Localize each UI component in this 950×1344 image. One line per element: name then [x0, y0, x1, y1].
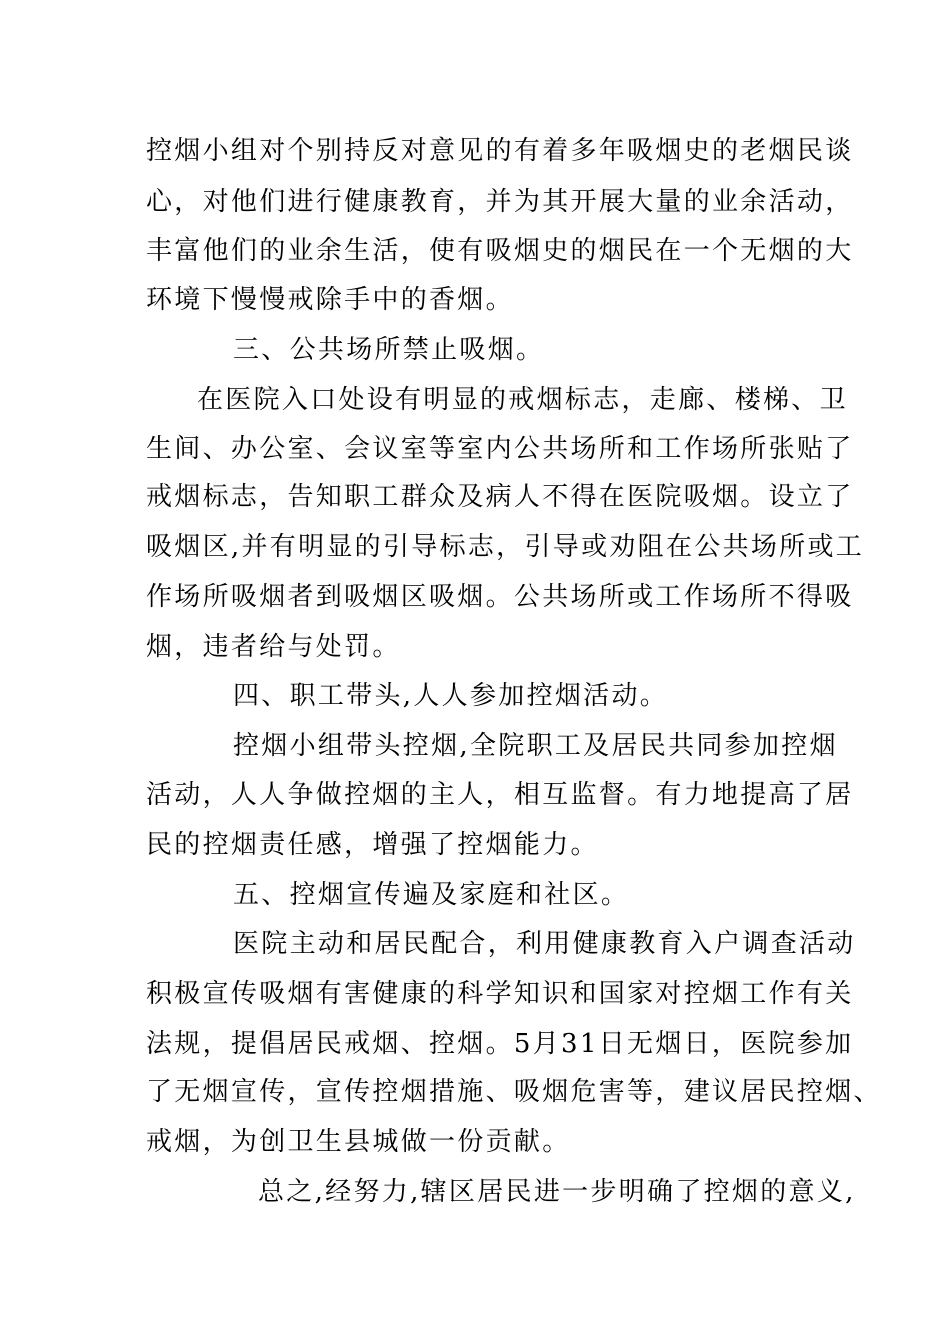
section-heading-3: 三、公共场所禁止吸烟。 [233, 335, 545, 365]
text-line: 民的控烟责任感，增强了控烟能力。 [146, 830, 599, 860]
text-line: 心，对他们进行健康教育，并为其开展大量的业余活动， [146, 187, 854, 217]
text-line: 吸烟区,并有明显的引导标志，引导或劝阻在公共场所或工 [146, 532, 865, 562]
text-line: 积极宣传吸烟有害健康的科学知识和国家对控烟工作有关 [146, 979, 854, 1009]
text-line: 生间、办公室、会议室等室内公共场所和工作场所张贴了 [146, 434, 854, 464]
text-line: 医院主动和居民配合，利用健康教育入户调查活动 [233, 929, 856, 959]
text-line: 戒烟标志，告知职工群众及病人不得在医院吸烟。设立了 [146, 482, 854, 512]
text-line: 在医院入口处设有明显的戒烟标志，走廊、楼梯、卫 [197, 385, 848, 415]
text-line: 戒烟，为创卫生县城做一份贡献。 [146, 1127, 571, 1157]
text-line: 活动，人人争做控烟的主人，相互监督。有力地提高了居 [146, 780, 854, 810]
text-line: 控烟小组对个别持反对意见的有着多年吸烟史的老烟民谈 [146, 136, 854, 166]
section-heading-4: 四、职工带头,人人参加控烟活动。 [233, 681, 669, 711]
text-line: 烟，违者给与处罚。 [146, 632, 401, 662]
text-line: 总之,经努力,辖区居民进一步明确了控烟的意义, [258, 1177, 856, 1207]
text-line: 作场所吸烟者到吸烟区吸烟。公共场所或工作场所不得吸 [146, 582, 854, 612]
text-line: 控烟小组带头控烟,全院职工及居民共同参加控烟 [233, 731, 838, 761]
text-line: 法规，提倡居民戒烟、控烟。5月31日无烟日，医院参加 [146, 1029, 854, 1059]
text-line: 环境下慢慢戒除手中的香烟。 [146, 285, 514, 315]
section-heading-5: 五、控烟宣传遍及家庭和社区。 [233, 880, 630, 910]
text-line: 了无烟宣传，宣传控烟措施、吸烟危害等，建议居民控烟、 [146, 1077, 882, 1107]
text-line: 丰富他们的业余生活，使有吸烟史的烟民在一个无烟的大 [146, 236, 854, 266]
